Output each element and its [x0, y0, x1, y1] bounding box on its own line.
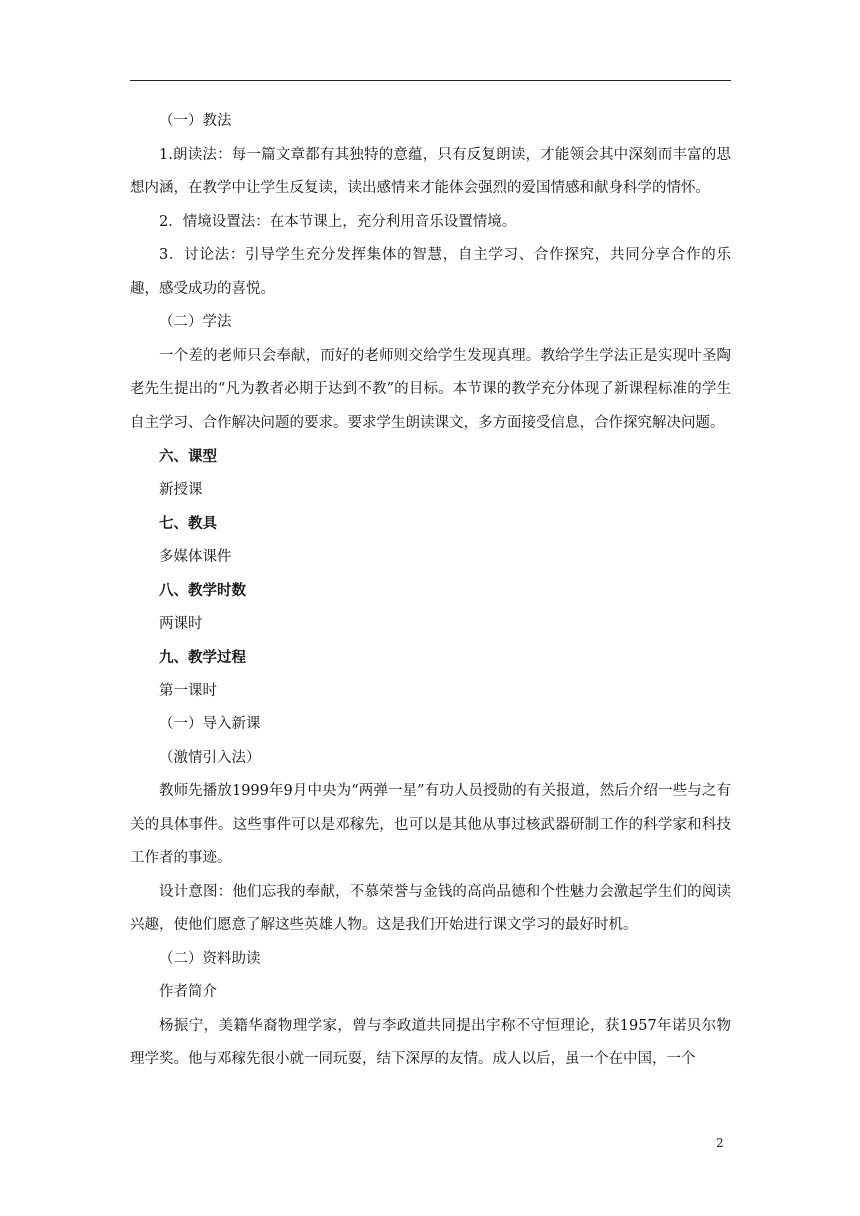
paragraph: 第一课时 [159, 682, 217, 699]
paragraph: 设计意图：他们忘我的奉献，不慕荣誉与金钱的高尚品德和个性魅力会激起学生们的阅读兴趣，使他们愿意了解这些英雄人物。这是我们开始进行课文学习的最好时机。 [130, 883, 731, 933]
paragraph: 2．情境设置法：在本节课上，充分利用音乐设置情境。 [159, 213, 517, 230]
section-heading: 八、教学时数 [159, 582, 246, 599]
paragraph: 一个差的老师只会奉献，而好的老师则交给学生发现真理。教给学生学法正是实现叶圣陶老先生提出的“凡为教者必期于达到不教”的目标。本节课的教学充分体现了新课程标准的学生自主学习、合作解决问题的要求。要求学生朗读课文，多方面接受信息，合作探究解决问题。 [130, 347, 731, 431]
paragraph: （一）导入新课 [159, 716, 261, 732]
page-number: 2 [716, 1136, 724, 1150]
document-body [130, 105, 731, 1077]
paragraph: 多媒体课件 [159, 548, 232, 565]
header-rule [130, 80, 731, 81]
paragraph: 杨振宁，美籍华裔物理学家，曾与李政道共同提出宇称不守恒理论，获1957年诺贝尔物理学奖。他与邓稼先很小就一同玩耍，结下深厚的友情。成人以后，虽一个在中国，一个 [130, 1017, 731, 1067]
paragraph: 3．讨论法：引导学生充分发挥集体的智慧，自主学习、合作探究，共同分享合作的乐趣，感受成功的喜悦。 [130, 247, 731, 297]
paragraph: 新授课 [159, 481, 203, 498]
section-heading: 六、课型 [159, 448, 217, 465]
section-heading: 七、教具 [159, 515, 217, 532]
paragraph: （一）教法 [159, 113, 232, 129]
paragraph: 作者简介 [159, 984, 217, 1000]
section-heading: 九、教学过程 [159, 649, 246, 666]
paragraph: 两课时 [159, 615, 203, 632]
paragraph: 1.朗读法：每一篇文章都有其独特的意蕴，只有反复朗读，才能领会其中深刻而丰富的思想内涵，在教学中让学生反复读，读出感情来才能体会强烈的爱国情感和献身科学的情怀。 [130, 146, 731, 196]
paragraph: （二）学法 [159, 314, 232, 330]
paragraph: （激情引入法） [159, 749, 261, 766]
paragraph: 教师先播放1999年9月中央为“两弹一星”有功人员授勋的有关报道，然后介绍一些与之有关的具体事件。这些事件可以是邓稼先，也可以是其他从事过核武器研制工作的科学家和科技工作者的事迹。 [130, 783, 731, 866]
paragraph: （二）资料助读 [159, 950, 261, 967]
